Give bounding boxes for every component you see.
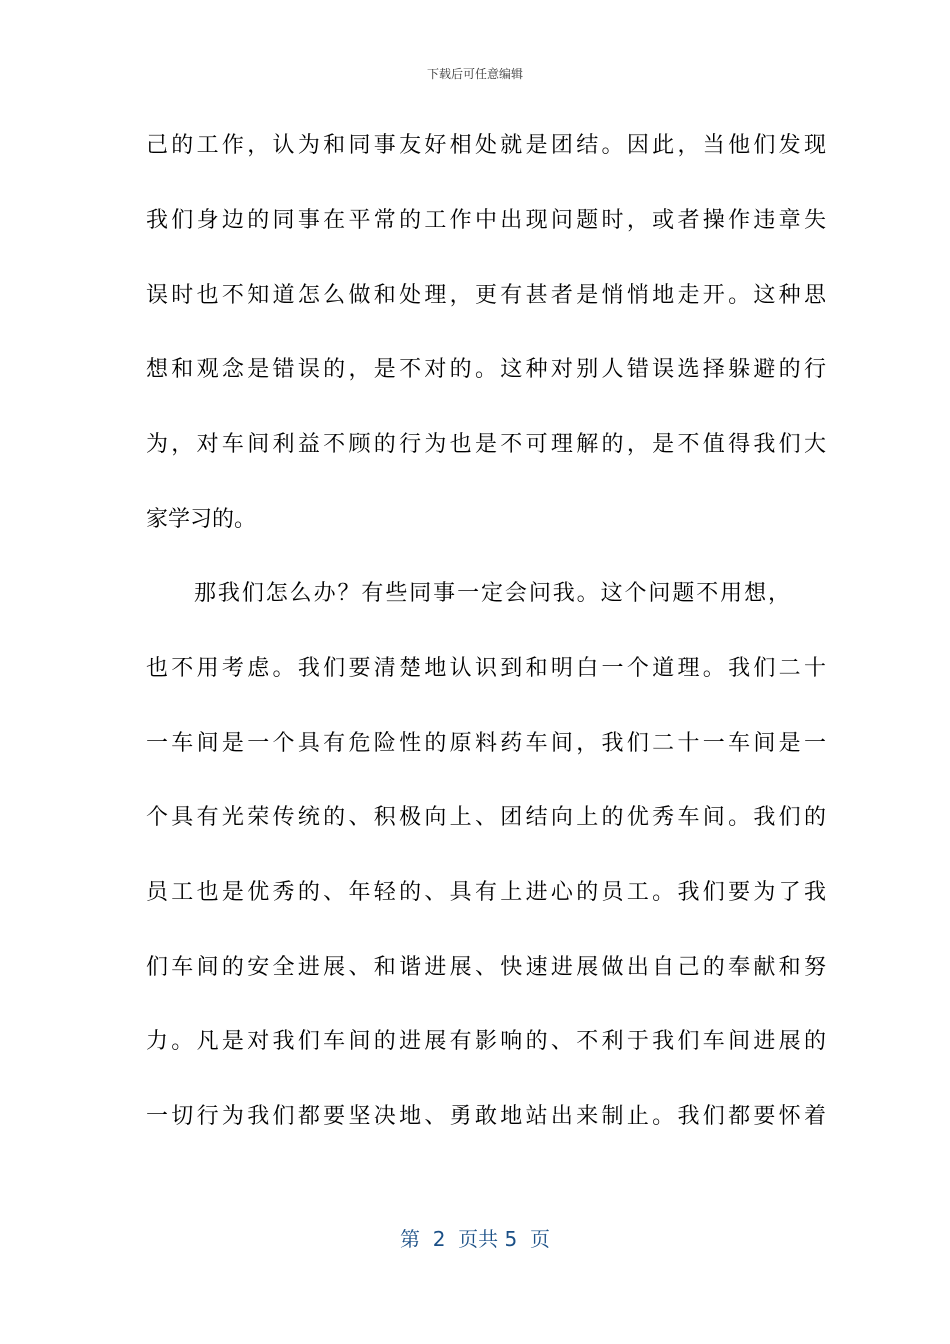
body-line: 想和观念是错误的，是不对的。这种对别人错误选择躲避的行 [146,357,826,382]
paragraph-first-line: 那我们怎么办？有些同事一定会问我。这个问题不用想， [194,581,790,606]
body-line: 们车间的安全进展、和谐进展、快速进展做出自己的奉献和努 [146,955,826,980]
body-line: 为，对车间利益不顾的行为也是不可理解的，是不值得我们大 [146,432,826,457]
body-line: 我们身边的同事在平常的工作中出现问题时，或者操作违章失 [146,208,826,233]
page-header: 下载后可任意编辑 [426,67,523,81]
body-line: 个具有光荣传统的、积极向上、团结向上的优秀车间。我们的 [146,805,826,830]
page-number: 第 2 页共 5 页 [400,1227,550,1251]
body-line: 一切行为我们都要坚决地、勇敢地站出来制止。我们都要怀着 [146,1104,826,1129]
body-line: 力。凡是对我们车间的进展有影响的、不利于我们车间进展的 [146,1029,826,1054]
body-line: 也不用考虑。我们要清楚地认识到和明白一个道理。我们二十 [146,656,826,681]
body-line: 家学习的。 [146,507,257,532]
body-line: 误时也不知道怎么做和处理，更有甚者是悄悄地走开。这种思 [146,283,826,308]
body-line: 一车间是一个具有危险性的原料药车间，我们二十一车间是一 [146,731,826,756]
body-line: 己的工作，认为和同事友好相处就是团结。因此，当他们发现 [146,133,826,158]
body-line: 员工也是优秀的、年轻的、具有上进心的员工。我们要为了我 [146,880,826,905]
